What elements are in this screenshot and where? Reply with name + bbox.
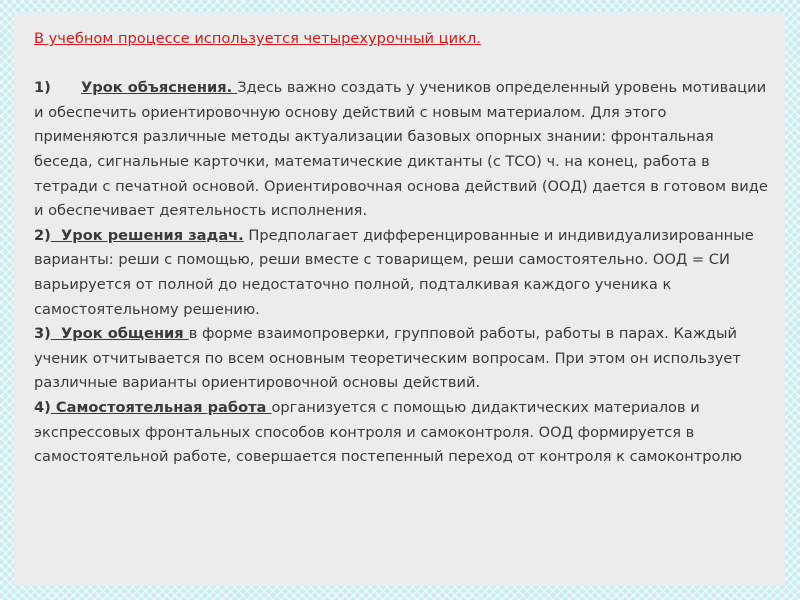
list-item-2 [34, 224, 771, 322]
list-item-1 [34, 76, 771, 224]
list-item-4 [34, 396, 771, 470]
item-text: Предполагает дифференцированные и индивидуализированные варианты: реши с помощью, реши вместе с товарищем, реши самостоятельно. ООД = СИ варьируется от полной до недостаточно полной, подталкивая каждого ученика к самостоятельному решению. [34, 226, 754, 318]
item-title: Урок решения задач. [50, 226, 244, 244]
item-text: организуется с помощью дидактических материалов и экспрессовых фронтальных способов контроля и самоконтроля. ООД формируется в самостоятельной работе, совершается постепенный переход от контроля к самоконтролю [34, 398, 743, 466]
item-text: в форме взаимопроверки, групповой работы, работы в парах. Каждый ученик отчитывается по всем основным теоретическим вопросам. При этом он использует различные варианты ориентировочной основы действий. [34, 325, 741, 392]
item-title: Урок объяснения. [81, 79, 238, 97]
item-title: Самостоятельная работа [50, 398, 272, 416]
item-number: 4) [34, 398, 51, 416]
item-number: 3) [34, 325, 51, 343]
list-item-3 [34, 322, 771, 396]
slide-heading: В учебном процессе используется четырехурочный цикл. [34, 30, 481, 47]
item-number: 2) [34, 226, 51, 244]
item-number: 1) [34, 79, 51, 97]
slide-content-panel [14, 13, 785, 586]
blank-line [34, 52, 771, 77]
item-text: Здесь важно создать у учеников определенный уровень мотивации и обеспечить ориентировочную основу действий с новым материалом. Для этого применяются различные методы актуализации базовых опорных знании: фронтальная беседа, сигнальные карточки, математические диктанты (с ТСО) ч. на конец, работа в тетради с печатной основой. Ориентировочная основа действий (ООД) дается в готовом виде и обеспечивает деятельность исполнения. [34, 79, 768, 220]
item-title: Урок общения [50, 325, 189, 343]
